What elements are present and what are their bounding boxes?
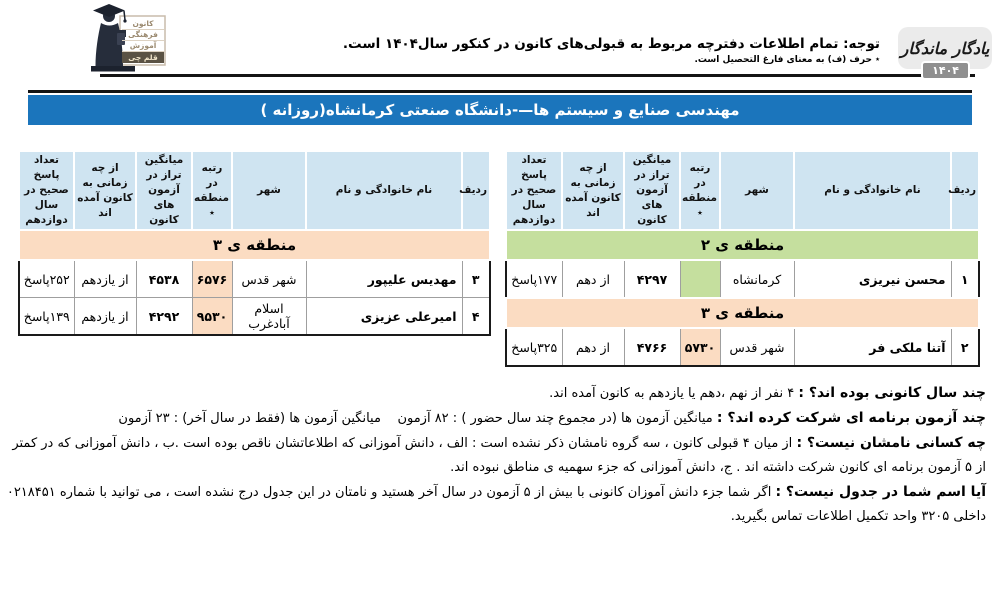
table-row bbox=[506, 260, 979, 298]
cell-rank: ۵۷۳۰ bbox=[680, 328, 720, 366]
col-header-answers: تعداد پاسخ صحیح در سال دوازدهم bbox=[506, 151, 562, 230]
footnote-missing-names bbox=[6, 431, 986, 480]
cell-index: ۲ bbox=[951, 328, 979, 366]
col-header-name: نام خانوادگی و نام bbox=[794, 151, 951, 230]
cell-name: محسن نیریزی bbox=[794, 260, 951, 298]
logo-line: کانون bbox=[122, 19, 164, 30]
table-row bbox=[19, 260, 490, 298]
footnote-lead: آیا اسم شما در جدول نیست؟ : bbox=[775, 484, 986, 500]
brand-title: یادگار ماندگار bbox=[898, 27, 992, 69]
cell-avg-score: ۴۲۹۷ bbox=[624, 260, 680, 298]
cell-index: ۳ bbox=[462, 260, 490, 298]
table-header-row bbox=[19, 151, 490, 230]
cell-index: ۱ bbox=[951, 260, 979, 298]
logo-line: فرهنگی bbox=[122, 30, 164, 41]
cell-since: از یازدهم bbox=[74, 260, 136, 298]
cell-avg-score: ۴۲۹۲ bbox=[136, 298, 192, 336]
cell-answers: ۱۷۷پاسخ bbox=[506, 260, 562, 298]
footnote-text: از میان ۴ قبولی کانون ، سه گروه نامشان ذکر نشده است : الف ، دانش آموزانی که اطلاعاتشان ناقص بوده است .ب ، دانش آموزانی که در کمتر از ۵ آزمون برنامه ای کانون شرکت داشته اند . ج، دانش آموزانی که جزء سهمیه ی مناطق نبوده اند. bbox=[12, 436, 986, 475]
footnotes-block bbox=[6, 381, 986, 529]
page-title: مهندسی صنایع و سیستم ها—-دانشگاه صنعتی کرمانشاه(روزانه ) bbox=[28, 95, 972, 125]
table-row bbox=[19, 298, 490, 336]
header-note-main: توجه: تمام اطلاعات دفترچه مربوط به قبولی‌های کانون در کنکور سال۱۴۰۴ است. bbox=[342, 36, 880, 52]
cell-since: از یازدهم bbox=[74, 298, 136, 336]
region-band-row bbox=[19, 230, 490, 260]
footnote-lead: چند آزمون برنامه ای شرکت کرده اند؟ : bbox=[716, 410, 986, 426]
footnote-lead: چه کسانی نامشان نیست؟ : bbox=[796, 435, 986, 451]
col-header-rank: رتبه در منطقه ٭ bbox=[192, 151, 232, 230]
cell-name: امیرعلی عزیزی bbox=[306, 298, 462, 336]
cell-index: ۴ bbox=[462, 298, 490, 336]
footnote-contact bbox=[6, 480, 986, 529]
cell-rank: ۹۵۳۰ bbox=[192, 298, 232, 336]
logo-board-text bbox=[122, 19, 164, 63]
col-header-answers: تعداد پاسخ صحیح در سال دوازدهم bbox=[19, 151, 74, 230]
col-header-index: ردیف bbox=[951, 151, 979, 230]
results-table-right bbox=[505, 150, 980, 367]
results-table-left bbox=[18, 150, 491, 336]
footnote-text: ۴ نفر از نهم ،دهم یا یازدهم به کانون آمده اند. bbox=[549, 386, 795, 401]
yadegar-mandegar-brand bbox=[894, 27, 994, 83]
col-header-rank: رتبه در منطقه ٭ bbox=[680, 151, 720, 230]
title-bar-topline bbox=[28, 90, 972, 93]
region-band-label: منطقه ی ۲ bbox=[506, 230, 979, 260]
cell-city: شهر قدس bbox=[720, 328, 794, 366]
footnote-text: میانگین آزمون ها (در مجموع چند سال حضور ) : ۸۲ آزمون میانگین آزمون ها (فقط در سال آخر) : ۲۳ آزمون bbox=[118, 411, 713, 426]
col-header-since: از چه زمانی به کانون آمده اند bbox=[562, 151, 624, 230]
region-band-label: منطقه ی ۳ bbox=[19, 230, 490, 260]
col-header-index: ردیف bbox=[462, 151, 490, 230]
cell-name: مهدیس علیپور bbox=[306, 260, 462, 298]
footnote-lead: چند سال کانونی بوده اند؟ : bbox=[798, 385, 986, 401]
table-row bbox=[506, 328, 979, 366]
region-band-row bbox=[506, 298, 979, 328]
cell-answers: ۱۳۹پاسخ bbox=[19, 298, 74, 336]
col-header-city: شهر bbox=[720, 151, 794, 230]
cell-name: آتنا ملکی فر bbox=[794, 328, 951, 366]
cell-city: اسلام آبادغرب bbox=[232, 298, 306, 336]
footnote-kanoon-years bbox=[6, 381, 986, 406]
col-header-since: از چه زمانی به کانون آمده اند bbox=[74, 151, 136, 230]
header-note-sub: ٭ حرف (ف) به معنای فارغ التحصیل است. bbox=[694, 55, 880, 65]
cell-rank bbox=[680, 260, 720, 298]
region-band-label: منطقه ی ۳ bbox=[506, 298, 979, 328]
header-note bbox=[343, 36, 880, 65]
region-band-row bbox=[506, 230, 979, 260]
table-header-row bbox=[506, 151, 979, 230]
col-header-avg-score: میانگین تراز در آزمون های کانون bbox=[624, 151, 680, 230]
footnote-exam-count bbox=[6, 406, 986, 431]
logo-ghalamchi-chip: قلم چی bbox=[122, 52, 164, 63]
kanoon-logo bbox=[78, 3, 166, 77]
header-divider-line bbox=[100, 74, 975, 77]
cell-answers: ۲۵۲پاسخ bbox=[19, 260, 74, 298]
logo-line: آموزش bbox=[122, 41, 164, 52]
col-header-avg-score: میانگین تراز در آزمون های کانون bbox=[136, 151, 192, 230]
cell-city: کرمانشاه bbox=[720, 260, 794, 298]
col-header-name: نام خانوادگی و نام bbox=[306, 151, 462, 230]
brand-year-badge: ۱۴۰۴ bbox=[921, 61, 970, 80]
cell-rank: ۶۵۷۶ bbox=[192, 260, 232, 298]
cell-since: از دهم bbox=[562, 328, 624, 366]
cell-since: از دهم bbox=[562, 260, 624, 298]
title-bar-wrap bbox=[28, 90, 972, 125]
col-header-city: شهر bbox=[232, 151, 306, 230]
footnote-text: اگر شما جزء دانش آموزان کانونی با بیش از ۵ آزمون در سال آخر هستید و نامتان در این جدول درج نشده است ، می توانید با شماره ۰۲۱۸۴۵۱ داخلی ۳۲۰۵ واحد تکمیل اطلاعات تماس بگیرید. bbox=[6, 485, 986, 524]
cell-avg-score: ۴۷۶۶ bbox=[624, 328, 680, 366]
cell-city: شهر قدس bbox=[232, 260, 306, 298]
cell-answers: ۳۲۵پاسخ bbox=[506, 328, 562, 366]
cell-avg-score: ۴۵۳۸ bbox=[136, 260, 192, 298]
